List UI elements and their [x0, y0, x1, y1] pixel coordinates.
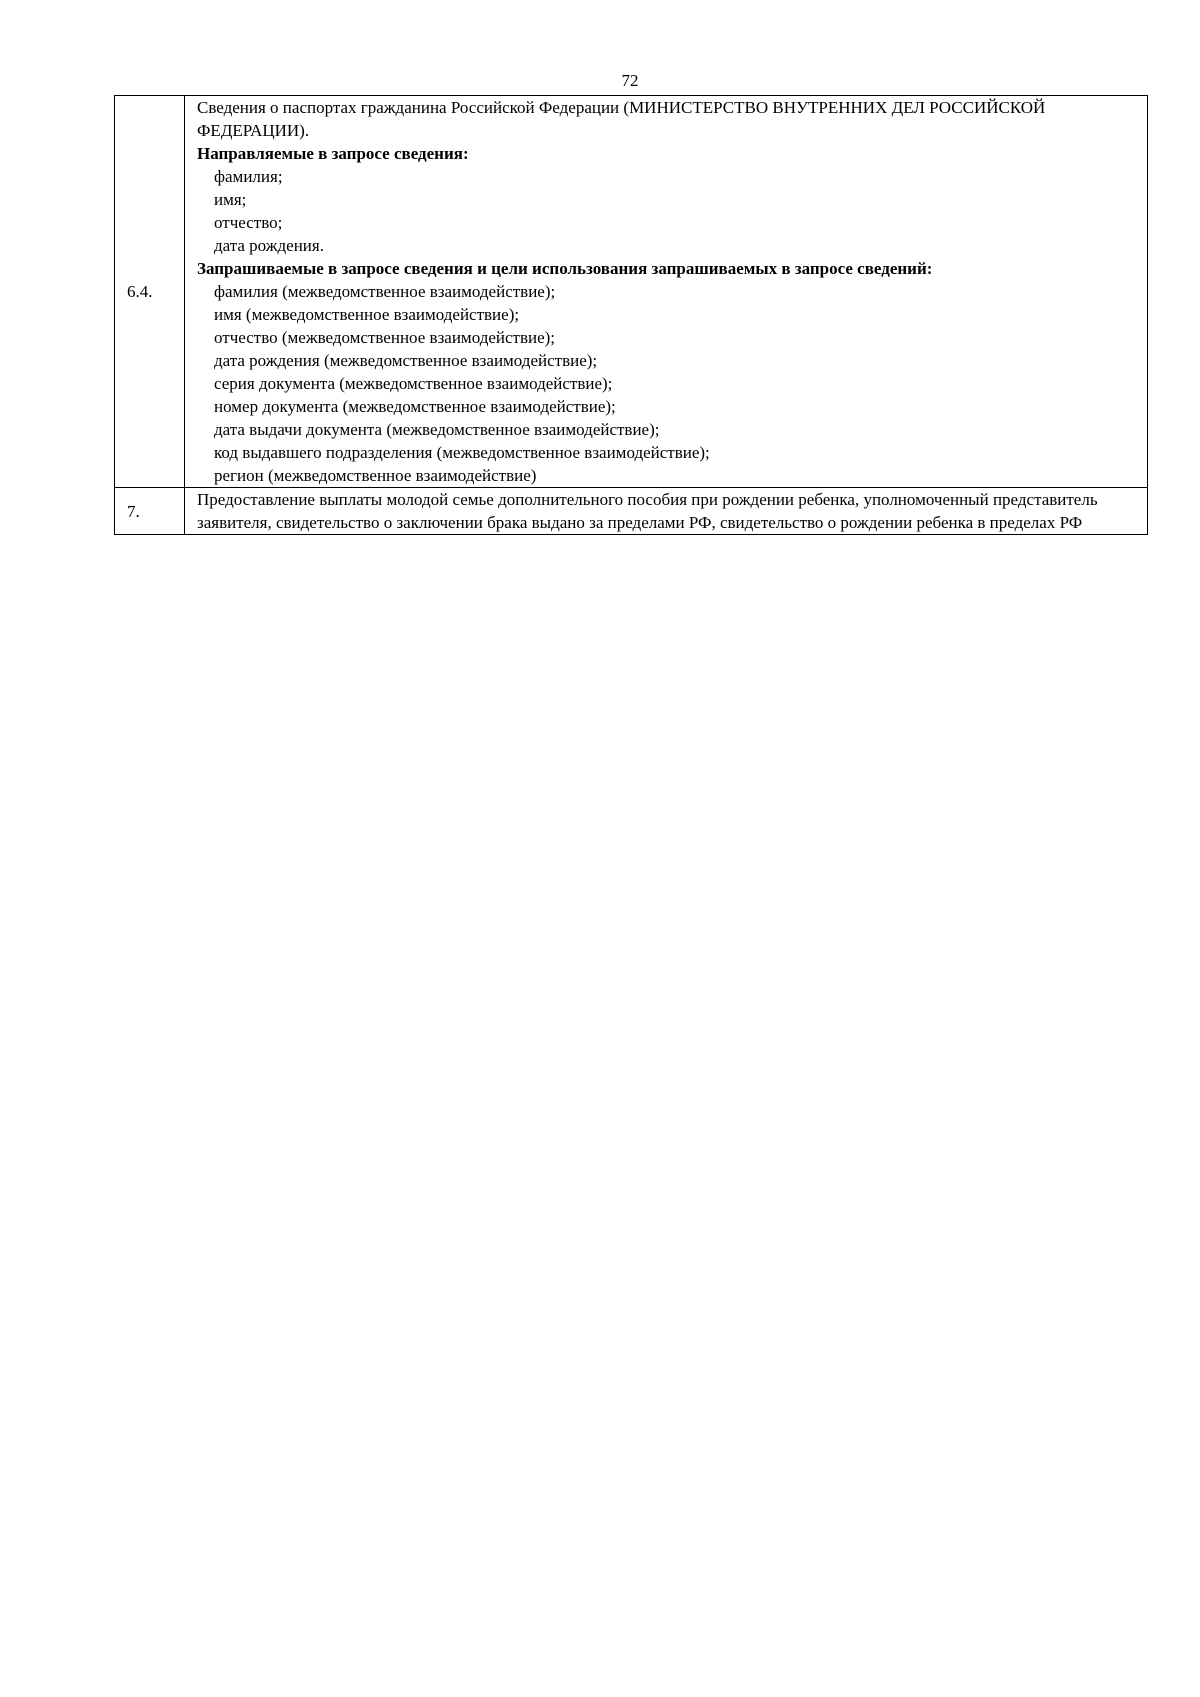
row-title: Сведения о паспортах гражданина Российской Федерации (МИНИСТЕРСТВО ВНУТРЕННИХ ДЕЛ РОССИЙСКОЙ ФЕДЕРАЦИИ).: [197, 98, 1046, 140]
requested-heading: Запрашиваемые в запросе сведения и цели использования запрашиваемых в запросе сведений:: [197, 259, 933, 278]
list-item: номер документа (межведомственное взаимодействие);: [214, 397, 616, 416]
list-item: имя;: [214, 190, 247, 209]
row-title: Предоставление выплаты молодой семье дополнительного пособия при рождении ребенка, уполномоченный представитель заявителя, свидетельство о заключении брака выдано за пределами РФ, свидетельство о рождении ребенка в пределах РФ: [197, 490, 1098, 532]
list-item: регион (межведомственное взаимодействие): [214, 466, 537, 485]
list-item: отчество;: [214, 213, 283, 232]
table-row-7: [115, 488, 1148, 535]
document-table: [114, 95, 1148, 535]
row-number: 6.4.: [115, 96, 185, 488]
list-item: код выдавшего подразделения (межведомственное взаимодействие);: [214, 443, 710, 462]
list-item: имя (межведомственное взаимодействие);: [214, 305, 520, 324]
list-item: дата рождения (межведомственное взаимодействие);: [214, 351, 598, 370]
table-row-6-4: [115, 96, 1148, 488]
page-number: 72: [621, 71, 639, 90]
list-item: дата рождения.: [214, 236, 324, 255]
row-content: [185, 488, 1148, 535]
list-item: фамилия (межведомственное взаимодействие);: [214, 282, 556, 301]
list-item: отчество (межведомственное взаимодействие);: [214, 328, 556, 347]
row-content: [185, 96, 1148, 488]
sent-heading: Направляемые в запросе сведения:: [197, 144, 469, 163]
list-item: серия документа (межведомственное взаимодействие);: [214, 374, 613, 393]
list-item: дата выдачи документа (межведомственное взаимодействие);: [214, 420, 660, 439]
list-item: фамилия;: [214, 167, 283, 186]
row-number: 7.: [115, 488, 185, 535]
